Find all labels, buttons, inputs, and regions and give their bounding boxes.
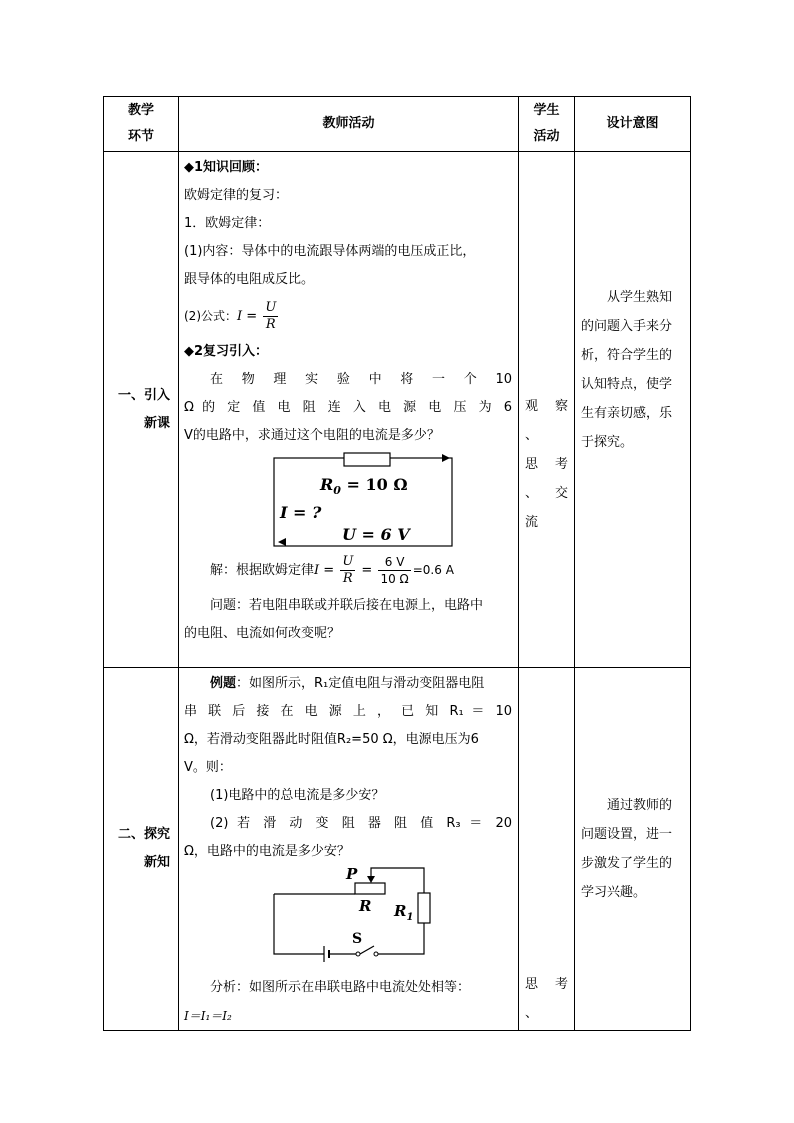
question-line: V的电路中，求通过这个电阻的电流是多少？ (184, 428, 440, 443)
header-stage-line1: 教学 (127, 103, 154, 118)
student-char: 、 (525, 1006, 539, 1021)
student-activity-explore (519, 668, 575, 1031)
student-char: 思 (525, 977, 539, 992)
lesson-plan-table (103, 96, 691, 1031)
student-char: 、 (525, 428, 539, 443)
table-header-row (104, 97, 691, 152)
rheostat-r-label: R (359, 897, 372, 915)
text-line: 1．欧姆定律： (184, 216, 271, 231)
example-label: 例题 (210, 676, 237, 691)
formula-denominator: R (265, 317, 276, 332)
solution-prefix: 解：根据欧姆定律 (210, 563, 315, 578)
problem-line: 的电阻、电流如何改变呢？ (184, 626, 341, 641)
fraction-denominator: R (342, 571, 353, 586)
solution-line: 解：根据欧姆定律I = $\frac{U}{R}$ = $\frac{6 V}{10 \Omega}$ =0.6 A (210, 554, 454, 586)
circuit-voltage-label: U = 6 V (342, 525, 410, 544)
student-char: 流 (525, 515, 539, 530)
header-student-line2: 活动 (533, 129, 560, 144)
design-intent-intro (575, 152, 691, 668)
header-student (519, 97, 575, 152)
solution-fraction-1 (340, 554, 355, 587)
student-activity-text (525, 970, 568, 1028)
design-intent-explore (575, 668, 691, 1031)
formula-fraction (263, 300, 278, 333)
example-line (184, 670, 512, 698)
fraction-numerator: 6 V (378, 554, 410, 571)
solution-fraction-2 (378, 554, 410, 587)
analysis-equation: I＝I₁＝I₂ (184, 1009, 232, 1023)
text-line: 跟导体的电阻成反比。 (184, 272, 315, 287)
circuit-diagram-1 (184, 450, 512, 548)
slider-p-label: P (346, 866, 358, 883)
switch-s-label: S (352, 931, 363, 947)
section-heading-intro: ◆2复习引入： (184, 344, 269, 359)
text-line: (1)内容：导体中的电流跟导体两端的电压成正比， (184, 244, 476, 259)
question-line: Ω 的 定 值 电 阻 连 入 电 源 电 压 为 6 (184, 400, 512, 415)
student-char: 考 (554, 977, 568, 992)
header-teacher: 教师活动 (179, 97, 519, 152)
example-text: ：如图所示，R₁定值电阻与滑动变阻器电阻 (236, 676, 485, 691)
row-introduction (104, 152, 691, 668)
header-stage-line2: 环节 (127, 129, 154, 144)
student-char: 观 (525, 399, 539, 414)
example-question: Ω，电路中的电流是多少安？ (184, 844, 350, 859)
circuit-current-label: I = ? (280, 503, 322, 522)
example-question: (2) 若 滑 动 变 阻 器 阻 值 R₃ ＝ 20 (210, 816, 512, 831)
design-intent-text: 通过教师的问题设置，进一步激发了学生的学习兴趣。 (581, 798, 673, 900)
stage-introduction-line2: 新课 (143, 415, 170, 431)
student-char: 交 (554, 486, 568, 501)
formula-lhs: I (237, 309, 243, 324)
stage-introduction-line1: 一、引入 (117, 387, 170, 403)
resistor-r1-label: $R_1$ (394, 902, 414, 923)
section-heading-review: ◆1知识回顾： (184, 160, 269, 175)
ohm-formula: (2)公式：I = $\frac{U}{R}$ (184, 300, 277, 332)
analysis-line: 分析：如图所示在串联电路中电流处处相等： (210, 980, 471, 995)
solution-I: I (314, 563, 320, 578)
solution-result: =0.6 A (412, 563, 454, 577)
header-intent: 设计意图 (575, 97, 691, 152)
fraction-numerator: U (342, 554, 354, 569)
text-line: 欧姆定律的复习： (184, 188, 289, 203)
circuit-r0-label: $R_0 = 10$ Ω (320, 475, 408, 497)
teacher-activity-intro (179, 152, 519, 668)
formula-prefix: (2)公式： (184, 309, 237, 323)
circuit-diagram-2 (184, 866, 512, 966)
stage-exploration-line2: 新知 (143, 855, 170, 870)
student-char: 考 (554, 457, 568, 472)
fraction-denominator: 10 Ω (380, 572, 409, 586)
student-activity-intro (519, 152, 575, 668)
example-question: (1)电路中的总电流是多少安？ (210, 788, 385, 803)
student-char: 察 (554, 399, 568, 414)
teacher-activity-explore (179, 668, 519, 1031)
example-line: 串 联 后 接 在 电 源 上 ， 已 知 R₁ ＝ 10 (184, 704, 512, 719)
student-char: 、 (525, 486, 539, 501)
example-line: V。则： (184, 760, 232, 775)
header-student-line1: 学生 (533, 103, 560, 118)
stage-introduction (104, 152, 179, 668)
formula-numerator: U (265, 300, 277, 315)
problem-line: 问题：若电阻串联或并联后接在电源上，电路中 (210, 598, 484, 613)
question-line: 在 物 理 实 验 中 将 一 个 10 (210, 372, 512, 387)
header-stage (104, 97, 179, 152)
student-activity-text (525, 392, 568, 537)
student-char: 思 (525, 457, 539, 472)
design-intent-text: 从学生熟知的问题入手来分析，符合学生的认知特点，使学生有亲切感，乐于探究。 (581, 289, 673, 450)
stage-exploration-line1: 二、探究 (117, 827, 170, 842)
row-exploration (104, 668, 691, 1031)
example-line: Ω，若滑动变阻器此时阻值R₂=50 Ω，电源电压为6 (184, 732, 479, 747)
stage-exploration (104, 668, 179, 1031)
